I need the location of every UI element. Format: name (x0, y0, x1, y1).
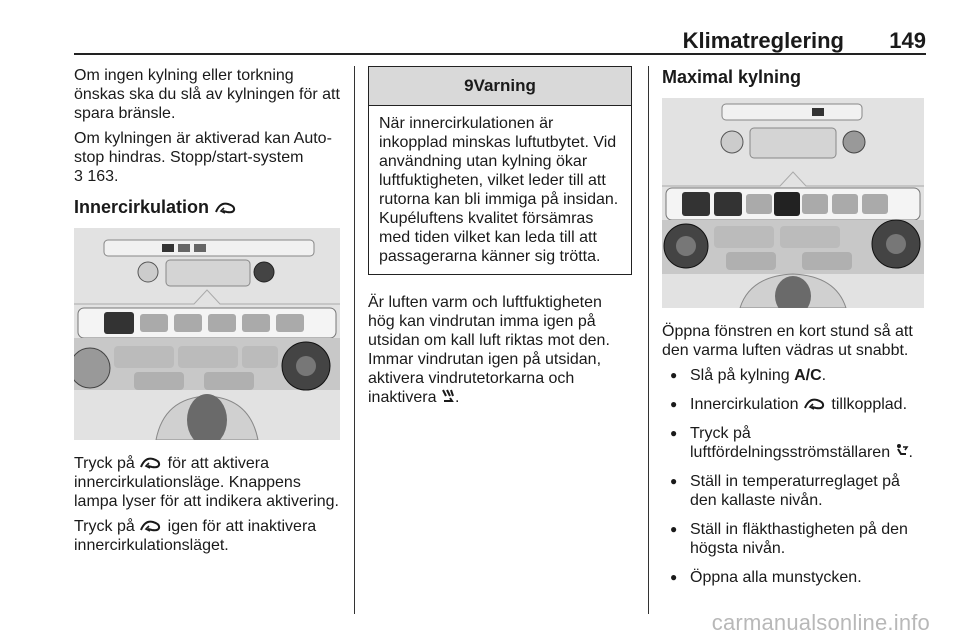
air-distribution-icon (895, 443, 909, 459)
list-item: ● Ställ in fläkthastigheten på den högsta nivån. (662, 520, 926, 558)
header-rule (74, 53, 926, 55)
recirculation-icon (803, 397, 827, 411)
page-reference-link[interactable]: 3 163. (74, 168, 119, 185)
list-item: ● Öppna alla munstycken. (662, 568, 926, 587)
heading-text: Innercirkulation (74, 197, 210, 217)
column-divider-2 (648, 66, 649, 614)
paragraph (368, 293, 632, 407)
text: . (908, 444, 913, 461)
recirculation-icon (214, 201, 238, 215)
text: tillkopplad. (831, 396, 908, 413)
text: för att aktivera innercirkulationsläge. Knappens lampa lyser för att indikera aktivering. (74, 455, 339, 510)
section-heading-max-cooling: Maximal kylning (662, 67, 802, 87)
climate-panel-illustration-recirculation (74, 228, 340, 440)
windscreen-airflow-icon (441, 388, 455, 404)
recirculation-icon (139, 456, 163, 470)
paragraph: Öppna fönstren en kort stund så att den varma luften vädras ut snabbt. (662, 323, 913, 359)
column-2 (368, 66, 632, 413)
watermark: carmanualsonline.info (711, 610, 930, 635)
text: Tryck på (74, 455, 135, 472)
list-item (662, 424, 926, 462)
warning-text: När innercirkulationen är inkopplad minskas luftutbytet. Vid användning utan kylning ökar luftfuktigheten, vilket leder till att rutorna kan bli immiga på insidan. Kupéluftens kvalitet försämras med tiden vilket kan leda till att passagerarna känner sig trötta. (379, 115, 619, 265)
list-item: ● Ställ in temperaturreglaget på den kallaste nivån. (662, 472, 926, 510)
ac-label: A/C (794, 367, 822, 384)
warning-title-text: Varning (473, 76, 536, 95)
column-divider-1 (354, 66, 355, 614)
text: . (454, 389, 460, 406)
text: Tryck på (74, 518, 135, 535)
recirculation-icon (139, 519, 163, 533)
warning-title (369, 67, 631, 106)
paragraph (74, 517, 342, 555)
panel-drawing (662, 98, 924, 308)
panel-drawing (74, 228, 340, 440)
text: igen för att inaktivera innercirkulationsläget. (74, 518, 317, 554)
instruction-list (662, 366, 926, 587)
list-item (662, 395, 926, 414)
text: Om kylningen är aktiverad kan Auto-stop hindras. Stopp/start-system (74, 130, 332, 166)
warning-triangle-icon: 9 (464, 76, 474, 95)
list-item: ● Slå på kylning A/C. (662, 366, 926, 385)
page-number: 149 (889, 28, 926, 53)
warning-box (368, 66, 632, 275)
text: Är luften varm och luftfuktigheten hög kan vindrutan imma igen på utsidan om kall luft riktas mot den. Immar vindrutan igen på utsidan, aktivera vindrutetorkarna och inaktivera (368, 294, 610, 406)
paragraph (74, 129, 342, 186)
paragraph: Om ingen kylning eller torkning önskas ska du slå av kylningen för att spara bränsle. (74, 67, 340, 122)
text: Innercirkulation (690, 396, 799, 413)
page-header (74, 26, 926, 52)
paragraph (74, 454, 342, 511)
text: Slå på kylning (690, 367, 790, 384)
chapter-title: Klimatreglering (682, 28, 844, 53)
column-3 (662, 66, 926, 597)
column-1 (74, 66, 342, 561)
section-heading-recirculation (74, 196, 342, 218)
climate-panel-illustration-max-cooling (662, 98, 924, 308)
text: Tryck på luftfördelningsströmställaren (690, 425, 891, 461)
